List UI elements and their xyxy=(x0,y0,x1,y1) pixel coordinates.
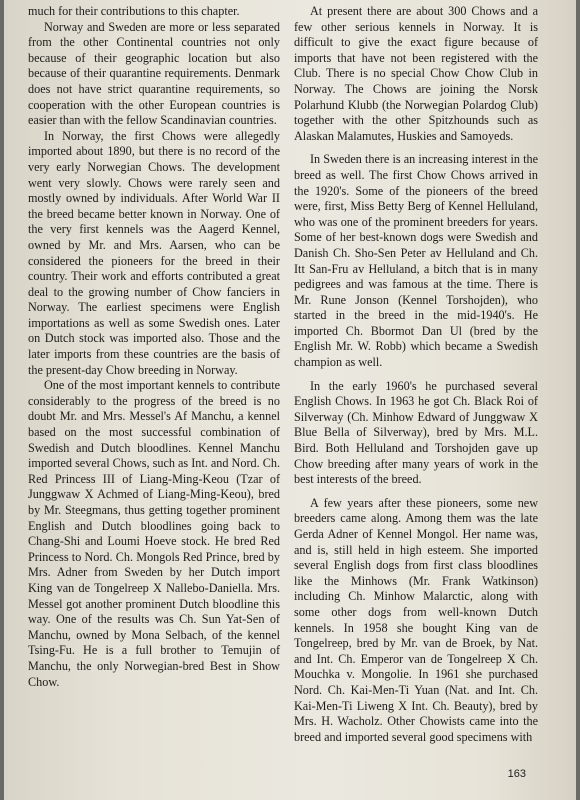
paragraph: At present there are about 300 Chows and a few other serious kennels in Norway. It is difficult to give the exact figure because of imports that have not been registered with the Club. There is no special Chow Chow Club in Norway. The Chows are joining the Norsk Polarhund Klubb (the Norwegian Polardog Club) together with the other Spitzhounds such as Alaskan Malamutes, Huskies and Samoyeds. xyxy=(294,4,538,143)
paragraph: In the early 1960's he purchased several English Chows. In 1963 he got Ch. Black Roi of Silverway (Ch. Minhow Edward of Junggwaw X Blue Bella of Silverway), bred by Mrs. M.L. Bird. Both Helluland and Torshojden gave up Chow breeding after many years of work in the best interests of the breed. xyxy=(294,378,538,487)
paragraph: much for their contributions to this chapter. xyxy=(28,4,240,18)
left-column xyxy=(28,4,280,690)
paragraph: Norway and Sweden are more or less separated from the other Continental countries not only because of their geographic location but also because of their quarantine requirements. Denmark does not have strict quarantine requirements, so cooperation with the other European countries is easier than with the fellow Scandinavian countries. xyxy=(28,19,280,128)
paragraph: In Sweden there is an increasing interest in the breed as well. The first Chow Chows arrived in the 1920's. Some of the pioneers of the breed were, first, Miss Betty Berg of Kennel Helluland, who was one of the prominent breeders for years. Some of her best-known dogs were Swedish and Danish Ch. Sho-Sen Peter av Helluland and Ch. Itt San-Fru av Helluland, a bitch that is in many pedigrees and was famous at the time. There is Mr. Rune Jonson (Kennel Torshojden), who started in the breed in the mid-1940's. He imported Ch. Bbormot Dan Ul (bred by the English Mr. W. Robb) which became a Swedish champion as well. xyxy=(294,152,538,370)
paragraph: A few years after these pioneers, some new breeders came along. Among them was the late Gerda Adner of Kennel Mongol. Her name was, and is, still held in high esteem. She imported several English dogs from first class bloodlines like the Minhows (Mr. Frank Watkinson) including Ch. Minhow Malarctic, along with some other dogs from well-known Dutch kennels. In 1958 she bought King van de Tongelreep, bred by Mr. van de Broek, by Nat. and Int. Ch. Emperor van de Tongelreep X Ch. Mouchka v. Mongolie. In 1961 she purchased Nord. Ch. Kai-Men-Ti Yuan (Nat. and Int. Ch. Kai-Men-Ti Liweng X Int. Ch. Beauty), bred by Mrs. H. Wacholz. Other Chowists came into the breed and imported several good specimens with xyxy=(294,495,538,744)
page-number: 163 xyxy=(507,768,526,780)
paragraph: In Norway, the first Chows were allegedly imported about 1890, but there is no record of the very early Norwegian Chows. The development went very slowly. Chows were rarely seen and mostly owned by individuals. After World War II the breed became better known in Norway. One of the very first kennels was the Aagerd Kennel, owned by Mr. and Mrs. Aarsen, who can be considered the pioneers for the breed in their country. Their work and efforts contributed a great deal to the growing number of Chow fanciers in Norway. The earliest specimens were English importations as well as some Swedish ones. Later on Dutch stock was imported also. Those and the later imports from these countries are the basis of the present-day Chow breeding in Norway. xyxy=(28,128,280,377)
book-page xyxy=(4,0,576,800)
paragraph: One of the most important kennels to contribute considerably to the progress of the breed is no doubt Mr. and Mrs. Messel's Af Manchu, a kennel based on the most successful combination of Swedish and Dutch bloodlines. Kennel Manchu imported several Chows, such as Int. and Nord. Ch. Red Princess III of Liang-Ming-Keou (Tzar of Junggwaw X Achmed of Liang-Ming-Keou), bred by Mr. Steegmans, thus getting together prominent English and Dutch bloodlines going back to Chang-Shi and Loumi Hoeve stock. He bred Red Princess to Nord. Ch. Mongols Red Prince, bred by Mrs. Adner from Sweden by her Dutch import King van de Tongelreep X Nallebo-Daniella. Mrs. Messel got another prominent Dutch bloodline this way. One of the results was Ch. Sun Yat-Sen of Manchu, owned by Mona Selbach, of the kennel Tsing-Fu. He is a full brother to Temujin of Manchu, the only Norwegian-bred Best in Show Chow. xyxy=(28,378,280,689)
right-column xyxy=(294,4,538,745)
